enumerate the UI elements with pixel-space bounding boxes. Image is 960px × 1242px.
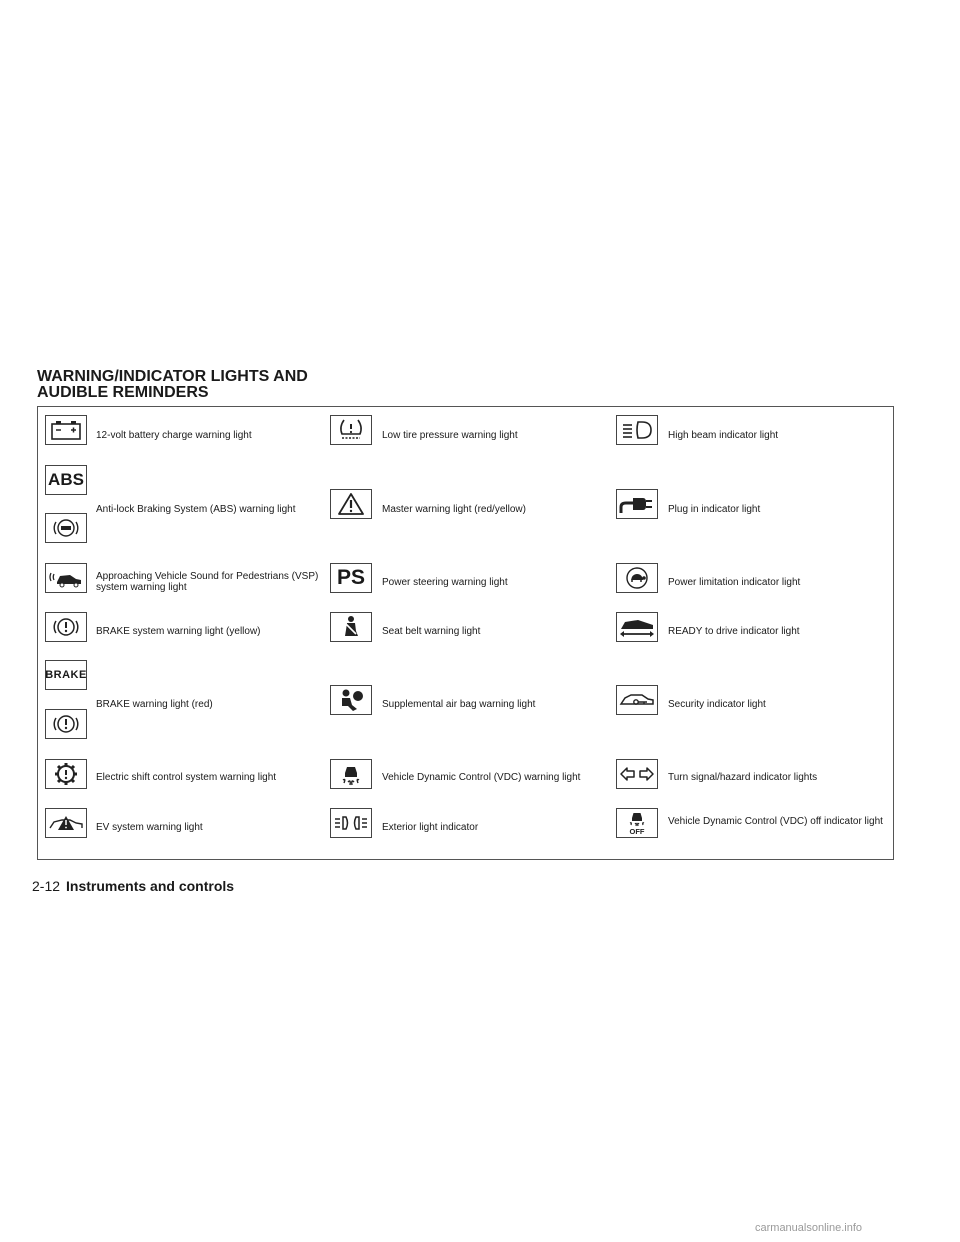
abs-icon <box>45 465 87 495</box>
electric-shift-label: Electric shift control system warning light <box>96 772 277 783</box>
turtle-icon <box>616 563 658 593</box>
brake-icon-label: BRAKE <box>45 669 87 681</box>
seat-belt-icon <box>330 612 372 642</box>
abs-circle-icon <box>45 513 87 543</box>
plug-icon <box>616 489 658 519</box>
ev-system-label: EV system warning light <box>96 822 203 833</box>
gear-warning-icon <box>45 759 87 789</box>
title-line-2: AUDIBLE REMINDERS <box>37 384 209 401</box>
title-line-1: WARNING/INDICATOR LIGHTS AND <box>37 368 308 385</box>
vsp-icon <box>45 563 87 593</box>
master-warning-label: Master warning light (red/yellow) <box>382 504 526 515</box>
high-beam-icon <box>616 415 658 445</box>
vdc-off-icon-label: OFF <box>629 827 645 836</box>
vdc-warning-label: Vehicle Dynamic Control (VDC) warning light <box>382 772 581 783</box>
seat-belt-label: Seat belt warning light <box>382 626 481 637</box>
ready-car-icon <box>616 612 658 642</box>
ps-icon-label: PS <box>336 566 365 589</box>
brake-text-icon <box>45 660 87 690</box>
power-steering-label: Power steering warning light <box>382 577 508 588</box>
plug-in-label: Plug in indicator light <box>668 504 761 515</box>
air-bag-label: Supplemental air bag warning light <box>382 699 536 710</box>
chapter-title: Instruments and controls <box>66 878 235 894</box>
master-warning-icon <box>330 489 372 519</box>
security-label: Security indicator light <box>668 699 766 710</box>
vsp-warning-label: Approaching Vehicle Sound for Pedestrians (VSP) system warning light <box>96 571 319 593</box>
vdc-off-label: Vehicle Dynamic Control (VDC) off indicator light <box>668 816 883 827</box>
page-footer <box>32 878 234 894</box>
turn-signal-label: Turn signal/hazard indicator lights <box>668 772 818 783</box>
power-steering-icon <box>330 563 372 593</box>
high-beam-label: High beam indicator light <box>668 430 779 441</box>
vdc-icon <box>330 759 372 789</box>
vdc-off-icon <box>616 808 658 838</box>
brake-red-label: BRAKE warning light (red) <box>96 699 213 710</box>
brake-yellow-label: BRAKE system warning light (yellow) <box>96 626 261 637</box>
battery-icon <box>45 415 87 445</box>
ev-system-icon <box>45 808 87 838</box>
watermark: carmanualsonline.info <box>755 1222 863 1234</box>
ready-drive-label: READY to drive indicator light <box>668 626 800 637</box>
tire-pressure-icon <box>330 415 372 445</box>
air-bag-icon <box>330 685 372 715</box>
battery-warning-label: 12-volt battery charge warning light <box>96 430 252 441</box>
exterior-light-label: Exterior light indicator <box>382 822 479 833</box>
exterior-light-icon <box>330 808 372 838</box>
abs-warning-label: Anti-lock Braking System (ABS) warning light <box>96 504 296 515</box>
power-limitation-label: Power limitation indicator light <box>668 577 801 588</box>
security-icon <box>616 685 658 715</box>
turn-signal-icon <box>616 759 658 789</box>
brake-circle-icon <box>45 612 87 642</box>
abs-icon-label: ABS <box>48 470 84 489</box>
brake-circle-icon-2 <box>45 709 87 739</box>
page-title <box>37 369 308 401</box>
tire-pressure-label: Low tire pressure warning light <box>382 430 518 441</box>
page-number: 2-12 <box>32 878 61 894</box>
